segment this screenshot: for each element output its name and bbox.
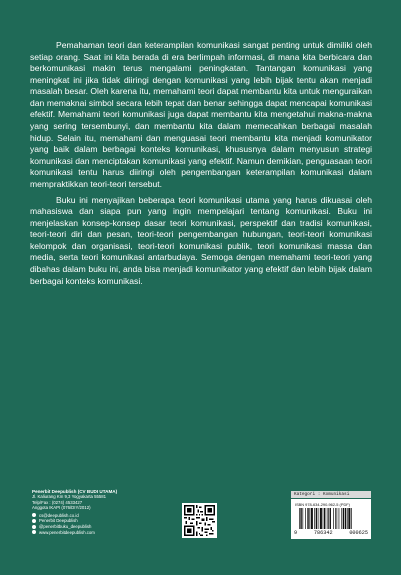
qr-code[interactable] <box>182 503 217 538</box>
barcode-bar <box>302 508 303 529</box>
barcode-bar <box>341 508 342 529</box>
barcode-bar <box>327 508 328 529</box>
barcode-bar <box>337 508 338 529</box>
social-links <box>32 513 182 535</box>
blurb-paragraph-1: Pemahaman teori dan keterampilan komunikasi sangat penting untuk dimiliki oleh setiap orang. Saat ini kita berada di era berlimpah informasi, di mana kita berbicara dan berkomunikasi makin terus mengalami peningkatan. Tantangan komunikasi yang meningkat ini jika tidak diiringi dengan komunikasi yang lebih bijak tentu akan menjadi masalah besar. Oleh karena itu, memahami teori dapat membantu kita untuk menguraikan dan memaknai simbol secara lebih tepat dan benar sehingga dapat mencapai komunikasi efektif. Memahami teori komunikasi juga dapat membantu kita mengetahui makna-makna yang sering tersembunyi, dan membantu kita dalam memecahkan berbagai masalah hidup. Selain itu, memahami dan menguasai teori membantu kita menjadi komunikator yang baik dalam berbagai konteks komunikasi, khususnya dalam menyusun strategi komunikasi dan menciptakan komunikasi yang efektif. Namun demikian, penguasaan teori komunikasi tentu harus diiringi oleh pengembangan keterampilan komunikasi dalam mempraktikkan teori-teori tersebut. <box>30 40 372 189</box>
barcode-bar <box>347 508 348 529</box>
barcode-bar <box>316 508 317 529</box>
isbn-text: ISBN 978-634-290-962-5 (PDF) <box>295 502 350 507</box>
barcode-bars <box>299 508 365 529</box>
barcode-digits <box>294 530 368 536</box>
barcode-bar <box>300 508 301 529</box>
social-website[interactable] <box>32 529 182 535</box>
barcode-bar <box>335 508 336 529</box>
social-website-text: www.penerbitdeepublish.com <box>39 529 95 535</box>
barcode-bar <box>299 508 300 529</box>
globe-icon <box>32 530 36 534</box>
social-facebook-text: Penerbit Deepublish <box>39 518 78 524</box>
qr-code-graphic <box>184 505 215 536</box>
barcode-bar <box>343 508 344 529</box>
barcode-bar <box>314 508 315 529</box>
barcode-bar <box>328 508 329 529</box>
barcode-bar <box>333 508 334 529</box>
barcode-bar <box>318 508 319 529</box>
barcode-digit-prefix: 9 <box>294 530 298 536</box>
barcode-bar <box>345 508 346 529</box>
barcode-bar <box>348 508 350 529</box>
publisher-address: Jl. Kaliurang Km 9,3 Yogyakarta 55581 <box>32 494 107 500</box>
email-icon <box>32 513 36 517</box>
barcode-bar <box>324 508 325 529</box>
barcode-bar <box>339 508 340 529</box>
blurb <box>30 40 372 287</box>
instagram-icon <box>32 525 36 529</box>
blurb-paragraph-2: Buku ini menyajikan beberapa teori komunikasi utama yang harus dikuasai oleh mahasiswa dan siapa pun yang ingin mempelajari tentang komunikasi. Buku ini menjelaskan konsep-konsep dasar teori komunikasi, perspektif dan tradisi komunikasi, teori-teori diri dan pesan, teori-teori pengembangan hubungan, teori-teori komunikasi kelompok dan organisasi, teori-teori komunikasi publik, teori komunikasi massa dan media, serta teori komunikasi antarbudaya. Semoga dengan memahami teori-teori yang dibahas dalam buku ini, anda bisa menjadi komunikator yang efektif dan lebih bijak dalam berbagai konteks komunikasi. <box>30 194 372 286</box>
barcode-bar <box>330 508 331 529</box>
barcode-bar <box>320 508 322 529</box>
isbn-barcode <box>291 499 371 539</box>
publisher-member: Anggota IKAPI (076/DIY/2012) <box>32 505 91 511</box>
barcode-bar <box>311 508 313 529</box>
facebook-icon <box>32 519 36 523</box>
barcode-digit-left: 786342 <box>313 530 333 536</box>
publisher-name: Penerbit Deepublish (CV BUDI UTAMA) <box>32 489 118 494</box>
social-email-text: cs@deepublish.co.id <box>39 512 79 518</box>
barcode-bar <box>305 508 306 529</box>
social-instagram-text: @penerbitbuku_deepublish <box>39 523 92 529</box>
barcode-bar <box>309 508 310 529</box>
barcode-bar <box>307 508 308 529</box>
barcode-bar <box>323 508 324 529</box>
barcode-bar <box>351 508 352 529</box>
category-label: Kategori : Komunikasi <box>291 491 371 498</box>
publisher-phone: Telp/Fax : (0274) 4533427 <box>32 499 83 505</box>
publisher-info <box>32 489 182 535</box>
barcode-digit-right: 000625 <box>349 530 368 536</box>
